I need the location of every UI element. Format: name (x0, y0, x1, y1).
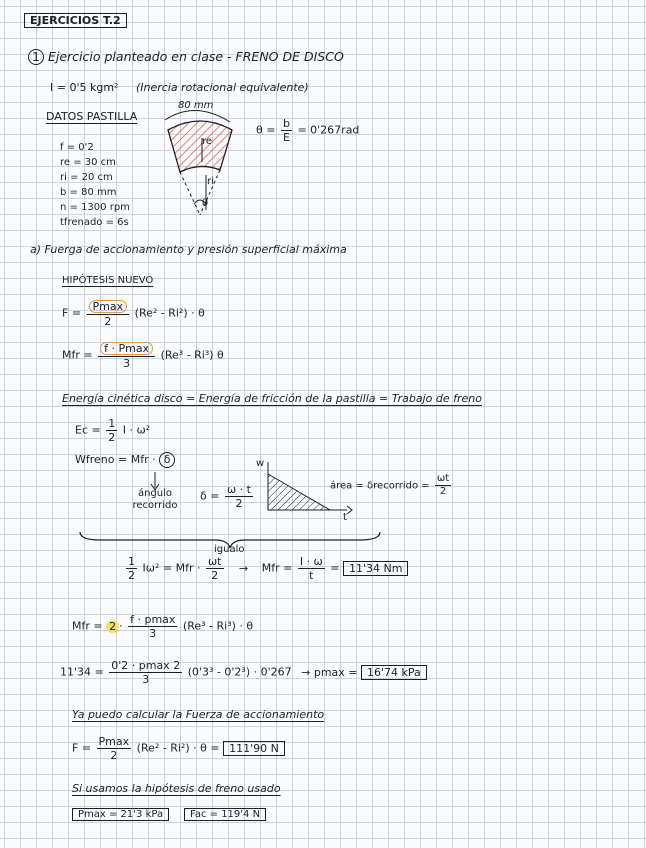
kinetic-energy-equation: Ec = $\frac{1}{2}$ I · ω² (75, 417, 151, 444)
area-triangle (268, 474, 330, 510)
pad-data-item: n = 1300 rpm (60, 202, 130, 213)
exercise-number: 1 (28, 49, 44, 65)
inertia-value: I = 0'5 kgm² (50, 81, 119, 94)
pad-data-item: tfrenado = 6s (60, 217, 129, 228)
moment-equation: Mfr = $\frac{f \cdot Pmax}{3}$ (Re³ - Ri³) θ (62, 342, 224, 370)
angle-label: ángulo recorrido (132, 488, 178, 511)
right-arrow-icon: → (239, 561, 249, 575)
used-pmax-result: Pmax = 21'3 kPa (72, 808, 169, 821)
used-force-result: Fac = 119'4 N (184, 808, 266, 821)
page-header-title: EJERCICIOS T.2 (24, 13, 127, 28)
pad-data-item: re = 30 cm (60, 157, 116, 168)
mfr-result: 11'34 Nm (343, 561, 408, 576)
pmax-result: 16'74 kPa (361, 665, 427, 680)
work-equation: Wfreno = Mfr · δ (75, 452, 175, 468)
pad-data-item: b = 80 mm (60, 187, 117, 198)
pad-data-item: ri = 20 cm (60, 172, 113, 183)
force-calc-equation: F = $\frac{Pmax}{2}$ (Re² - Ri²) · θ = 111'90 N (72, 736, 285, 761)
part-a-title: a) Fuerga de accionamiento y presión superficial máxima (30, 243, 347, 256)
mfr-full-equation: Mfr = 2 · $\frac{f \cdot pmax}{3}$ (Re³ - Ri³) · θ (72, 613, 254, 640)
used-brake-title: Si usamos la hipótesis de freno usado (72, 782, 281, 795)
force-equation: F = $\frac{Pmax}{2}$ (Re² - Ri²) · θ (62, 300, 205, 328)
brake-pad-diagram (160, 100, 260, 240)
pad-data-list (60, 140, 130, 230)
pad-data-heading: DATOS PASTILLA (46, 110, 138, 123)
delta-equation: δ = $\frac{\omega \cdot t}{2}$ (200, 483, 251, 510)
equalize-label: igualo (214, 544, 245, 555)
re-label: re (202, 136, 213, 147)
force-result: 111'90 N (223, 741, 285, 756)
inertia-note: (Inercia rotacional equivalente) (135, 81, 309, 94)
area-equation: área = δrecorrido = $\frac{\omega t}{2}$ (330, 473, 450, 497)
pad-sector-shape (168, 121, 232, 172)
substitution-equation: 11'34 = $\frac{0'2 \cdot pmax 2}{3}$ (0'3³ - 0'2³) · 0'267 → pmax = 16'74 kPa (60, 660, 427, 685)
force-calc-title: Ya puedo calcular la Fuerza de accionamiento (72, 708, 325, 721)
graph-x-label: t (343, 512, 347, 523)
hypothesis-heading: HIPÓTESIS NUEVO (62, 275, 154, 286)
arc-length-label: 80 mm (178, 100, 214, 111)
graph-y-label: w (256, 458, 265, 469)
ri-label: ri (207, 176, 214, 187)
energy-title: Energía cinética disco = Energía de fricción de la pastilla = Trabajo de freno (62, 392, 482, 405)
inertia-line (50, 81, 309, 94)
highlighted-factor: 2 (106, 620, 119, 633)
equalize-equation: $\frac{1}{2}$ Iω² = Mfr · $\frac{\omega t}{2}$ → Mfr = $\frac{I \cdot \omega}{t}$ = 11'34 Nm (124, 556, 408, 581)
exercise-heading (28, 49, 344, 65)
pad-data-item: f = 0'2 (60, 142, 94, 153)
theta-equation: θ = $\frac{b}{E}$ = 0'267rad (256, 117, 360, 144)
theta-label: θ (202, 198, 209, 209)
exercise-title: Ejercicio planteado en clase - FRENO DE DISCO (47, 49, 344, 64)
